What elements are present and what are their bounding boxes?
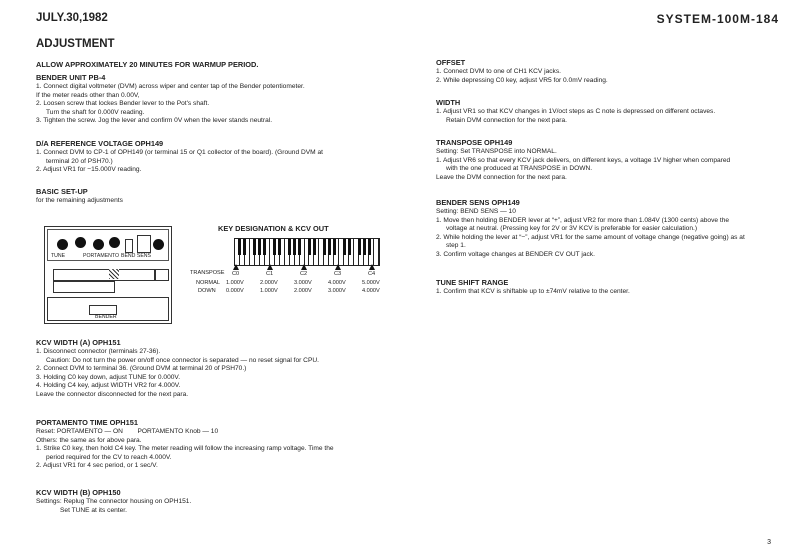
text-line: with the one produced at TRANSPOSE in DOWN.	[446, 165, 593, 173]
width-heading: WIDTH	[436, 98, 461, 107]
black-key	[278, 239, 281, 255]
transpose-heading: TRANSPOSE OPH149	[436, 138, 513, 147]
text-line: 2. Adjust VR1 for −15.000V reading.	[36, 166, 142, 174]
kcv-value: 4.000V	[328, 280, 346, 286]
text-line: 2. While holding the lever at “−”, adjust VR1 for the same amount of voltage change (negative going) as at	[436, 233, 745, 241]
warmup-note: ALLOW APPROXIMATELY 20 MINUTES FOR WARMUP PERIOD.	[36, 60, 259, 69]
black-key	[238, 239, 241, 255]
text-line: step 1.	[446, 242, 466, 250]
c0-marker	[233, 264, 239, 270]
text-line: 2. Connect DVM to terminal 36. (Ground DVM at terminal 20 of PSH70.)	[36, 365, 247, 373]
kcv-width-a-heading: KCV WIDTH (A) OPH151	[36, 338, 121, 347]
text-line: terminal 20 of PSH70.)	[46, 157, 113, 165]
text-line: 2. Loosen screw that lockes Bender lever to the Pot's shaft.	[36, 100, 210, 108]
panel-label: BEND SENS	[121, 253, 151, 259]
text-line: 3. Holding C0 key down, adjust TUNE for 0.000V.	[36, 373, 181, 381]
panel-label: TUNE	[51, 253, 66, 259]
document-model: SYSTEM-100M-184	[656, 12, 779, 26]
page-number: 3	[767, 539, 771, 546]
text-line: period required for the CV to reach 4.000V.	[46, 453, 172, 461]
note-label: C1	[266, 271, 274, 277]
black-key	[253, 239, 256, 255]
section-kcv-width-b	[36, 488, 416, 515]
text-line: 1. Connect digital voltmeter (DVM) across wiper and center tap of the Bender potentiometer.	[36, 83, 305, 90]
note-label: C0	[232, 271, 240, 277]
section-width	[436, 98, 781, 125]
c3-marker	[335, 264, 341, 270]
section-tune-shift	[436, 278, 781, 297]
text-line: 1. Strike C0 key, then hold C4 key. The meter reading will follow the increasing ramp voltage. Time the	[36, 445, 334, 453]
text-line: 3. Confirm voltage changes at BENDER CV OUT jack.	[436, 250, 595, 258]
bender-sens-heading: BENDER SENS OPH149	[436, 198, 520, 207]
text-line: 1. Confirm that KCV is shiftable up to ±74mV relative to the center.	[436, 288, 630, 295]
black-key	[368, 239, 371, 255]
offset-heading: OFFSET	[436, 58, 466, 67]
text-line: Leave the DVM connection for the next para.	[436, 173, 567, 181]
panel-label: PORTAMENTO	[83, 253, 120, 259]
da-reference-heading: D/A REFERENCE VOLTAGE OPH149	[36, 139, 164, 148]
text-line: 2. Adjust VR1 for 4 sec period, or 1 sec/V.	[36, 462, 158, 470]
black-key	[328, 239, 331, 255]
key-designation-title: KEY DESIGNATION & KCV OUT	[218, 224, 329, 233]
text-line: 2. While depressing C0 key, adjust VR5 for 0.0mV reading.	[436, 76, 608, 84]
black-key	[313, 239, 316, 255]
text-line: Turn the shaft for 0.000V reading.	[46, 108, 145, 116]
kcv-value: 2.000V	[260, 280, 278, 286]
text-line: 1. Connect DVM to CP-1 of OPH149 (or terminal 15 or Q1 collector of the board). (Ground DVM at	[36, 149, 323, 156]
setting-line: Setting: BEND SENS — 10	[436, 208, 516, 215]
basic-setup-heading: BASIC SET-UP	[36, 187, 88, 196]
text-line: Leave the connector disconnected for the next para.	[36, 390, 189, 398]
c1-marker	[267, 264, 273, 270]
kcv-value: 2.000V	[294, 288, 312, 294]
black-key	[358, 239, 361, 255]
text-line: 1. Move then holding BENDER lever at “+”, adjust VR2 for more than 1.084V (1300 cents) above the	[436, 216, 730, 224]
text-line: 4. Holding C4 key, adjust WIDTH VR2 for 4.000V.	[36, 382, 181, 390]
c4-marker	[369, 264, 375, 270]
white-key	[374, 239, 379, 265]
page-title: ADJUSTMENT	[36, 38, 115, 50]
button-row	[53, 269, 155, 281]
document-date: JULY.30,1982	[36, 12, 108, 24]
text-line: Others: the same as for above para.	[36, 436, 142, 444]
knob	[109, 237, 120, 248]
text-line: Set TUNE at its center.	[60, 506, 127, 514]
down-label: DOWN	[198, 288, 216, 294]
reset-setting: Reset: PORTAMENTO — ON	[36, 428, 123, 435]
kcv-value: 5.000V	[362, 280, 380, 286]
portamento-heading: PORTAMENTO TIME OPH151	[36, 418, 138, 427]
black-key	[323, 239, 326, 255]
text-line: Retain DVM connection for the next para.	[446, 116, 567, 124]
section-kcv-width-a	[36, 338, 416, 400]
knob	[93, 239, 104, 250]
black-key	[263, 239, 266, 255]
black-key	[308, 239, 311, 255]
text-line: 1. Disconnect connector (terminals 27-36).	[36, 348, 161, 355]
black-key	[258, 239, 261, 255]
kcv-value: 1.000V	[226, 280, 244, 286]
setting-line: Setting: Set TRANSPOSE into NORMAL.	[436, 148, 557, 155]
section-offset	[436, 58, 781, 85]
knob-setting: PORTAMENTO Knob — 10	[137, 428, 219, 435]
keyboard-diagram	[234, 238, 380, 266]
text-line: 1. Adjust VR1 so that KCV changes in 1V/oct steps as C note is depressed on different octaves.	[436, 108, 716, 115]
panel-label: BENDER	[95, 314, 117, 320]
kcv-value: 1.000V	[260, 288, 278, 294]
kcv-value: 3.000V	[294, 280, 312, 286]
tune-shift-heading: TUNE SHIFT RANGE	[436, 278, 509, 287]
black-key	[288, 239, 291, 255]
section-bender-sens	[436, 198, 781, 260]
section-portamento	[36, 418, 416, 471]
bender-unit-heading: BENDER UNIT PB-4	[36, 73, 106, 82]
c2-marker	[301, 264, 307, 270]
note-label: C3	[334, 271, 342, 277]
black-key	[348, 239, 351, 255]
text-line: for the remaining adjustments	[36, 197, 123, 204]
control-panel-diagram	[44, 226, 172, 324]
text-line: 1. Connect DVM to one of CH1 KCV jacks.	[436, 68, 561, 75]
section-da-reference	[36, 139, 406, 175]
black-key	[363, 239, 366, 255]
text-line: 3. Tighten the screw. Jog the lever and confirm 0V when the lever stands neutral.	[36, 117, 273, 125]
knob	[75, 237, 86, 248]
text-line: If the meter reads other than 0.00V,	[36, 91, 140, 99]
note-label: C4	[368, 271, 376, 277]
kcv-value: 0.000V	[226, 288, 244, 294]
black-key	[343, 239, 346, 255]
text-line: 1. Adjust VR6 so that every KCV jack delivers, on different keys, a voltage 1V higher when compared	[436, 156, 731, 164]
kcv-width-b-heading: KCV WIDTH (B) OPH150	[36, 488, 121, 497]
black-key	[293, 239, 296, 255]
kcv-value: 3.000V	[328, 288, 346, 294]
section-transpose	[436, 138, 781, 182]
bender-knob	[153, 239, 164, 250]
section-bender-unit	[36, 73, 396, 126]
transpose-label: TRANSPOSE	[190, 270, 225, 276]
black-key	[243, 239, 246, 255]
text-line: voltage at neutral. (Pressing key for 2V or 3V KCV is preferable for easier calculation.)	[446, 225, 698, 233]
normal-label: NORMAL	[196, 280, 220, 286]
caution-line: Caution: Do not turn the power on/off once connector is separated — no reset signal for CPU.	[46, 356, 319, 364]
black-key	[333, 239, 336, 255]
meter	[137, 235, 151, 253]
switch	[125, 239, 133, 253]
note-label: C2	[300, 271, 308, 277]
tune-knob	[57, 239, 68, 250]
section-basic-setup	[36, 187, 123, 206]
black-key	[298, 239, 301, 255]
black-key	[273, 239, 276, 255]
text-line: Settings: Replug The connector housing on OPH151.	[36, 498, 192, 505]
kcv-value: 4.000V	[362, 288, 380, 294]
